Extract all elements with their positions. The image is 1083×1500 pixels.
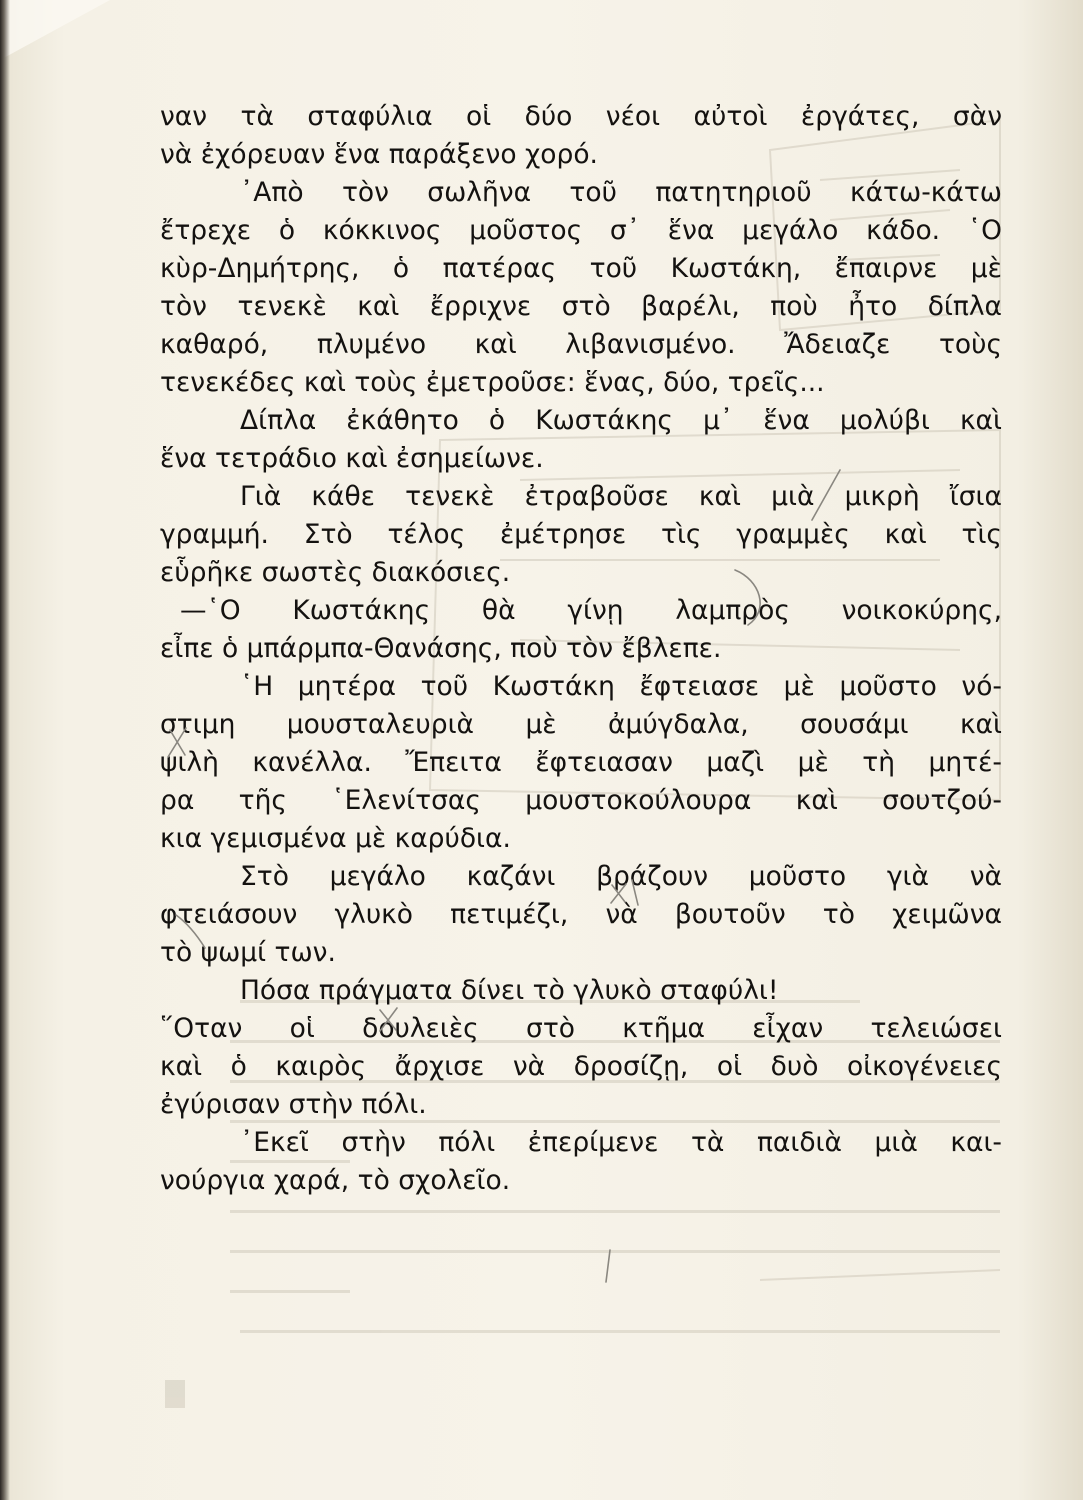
text-line: ἐγύρισαν στὴν πόλι. (160, 1089, 427, 1120)
text-line: ρα τῆς ῾Ελενίτσας μουστοκούλουρα καὶ σουτζού- (160, 785, 1002, 816)
text-line: νὰ ἐχόρευαν ἕνα παράξενο χορό. (160, 139, 598, 170)
text-line: καὶ ὁ καιρὸς ἄρχισε νὰ δροσίζῃ, οἱ δυὸ οἰκογένειες (160, 1051, 1002, 1082)
text-line: φτειάσουν γλυκὸ πετιμέζι, νὰ βουτοῦν τὸ χειμῶνα (160, 899, 1002, 930)
paragraph-5 (160, 592, 1002, 668)
text-line: γραμμή. Στὸ τέλος ἐμέτρησε τὶς γραμμὲς καὶ τὶς (160, 519, 1002, 550)
text-line: ψιλὴ κανέλλα. Ἔπειτα ἔφτειασαν μαζὶ μὲ τὴ μητέ- (160, 747, 1002, 778)
paragraph-1 (160, 98, 1002, 174)
text-line: Δίπλα ἐκάθητο ὁ Κωστάκης μ᾿ ἕνα μολύβι καὶ (240, 405, 1002, 436)
text-line: εἶπε ὁ μπάρμπα-Θανάσης, ποὺ τὸν ἔβλεπε. (160, 633, 722, 664)
text-line: νούργια χαρά, τὸ σχολεῖο. (160, 1165, 511, 1196)
text-line: Πόσα πράγματα δίνει τὸ γλυκὸ σταφύλι! (240, 975, 779, 1006)
paragraph-9 (160, 1010, 1002, 1124)
text-line: Στὸ μεγάλο καζάνι βράζουν μοῦστο γιὰ νὰ (240, 861, 1002, 892)
paragraph-10 (160, 1124, 1002, 1200)
text-line: στιμη μουσταλευριὰ μὲ ἀμύγδαλα, σουσάμι καὶ (160, 709, 1002, 740)
text-line: ἕνα τετράδιο καὶ ἐσημείωνε. (160, 443, 544, 474)
text-line: Γιὰ κάθε τενεκὲ ἐτραβοῦσε καὶ μιὰ μικρὴ ἴσια (240, 481, 1002, 512)
text-line: τενεκέδες καὶ τοὺς ἐμετροῦσε: ἕνας, δύο, τρεῖς... (160, 367, 825, 398)
text-line: ῞Οταν οἱ δουλειὲς στὸ κτῆμα εἶχαν τελειώσει (160, 1013, 1002, 1044)
text-line: ῾Η μητέρα τοῦ Κωστάκη ἔφτειασε μὲ μοῦστο νό- (240, 671, 1002, 702)
paragraph-3 (160, 402, 1002, 478)
text-line: τὸν τενεκὲ καὶ ἔρριχνε στὸ βαρέλι, ποὺ ἦτο δίπλα (160, 291, 1002, 322)
text-line: εὗρῆκε σωστὲς διακόσιες. (160, 557, 511, 588)
paragraph-8 (160, 972, 1002, 1010)
text-line: ᾿Απὸ τὸν σωλῆνα τοῦ πατητηριοῦ κάτω-κάτω (240, 177, 1002, 208)
body-text (160, 98, 1002, 1200)
text-line: κὺρ-Δημήτρης, ὁ πατέρας τοῦ Κωστάκη, ἔπαιρνε μὲ (160, 253, 1002, 284)
text-line: —῾Ο Κωστάκης θὰ γίνῃ λαμπρὸς νοικοκύρης, (180, 595, 1002, 626)
paragraph-2 (160, 174, 1002, 402)
text-line: καθαρό, πλυμένο καὶ λιβανισμένο. Ἄδειαζε τοὺς (160, 329, 1002, 360)
text-line: ναν τὰ σταφύλια οἱ δύο νέοι αὐτοὶ ἐργάτες, σὰν (160, 101, 1002, 132)
text-line: τὸ ψωμί των. (160, 937, 336, 968)
paragraph-4 (160, 478, 1002, 592)
text-line: ἔτρεχε ὁ κόκκινος μοῦστος σ᾿ ἕνα μεγάλο κάδο. ῾Ο (160, 215, 1002, 246)
text-line: ᾿Εκεῖ στὴν πόλι ἐπερίμενε τὰ παιδιὰ μιὰ και- (240, 1127, 1002, 1158)
paragraph-6 (160, 668, 1002, 858)
text-line: κια γεμισμένα μὲ καρύδια. (160, 823, 511, 854)
paragraph-7 (160, 858, 1002, 972)
